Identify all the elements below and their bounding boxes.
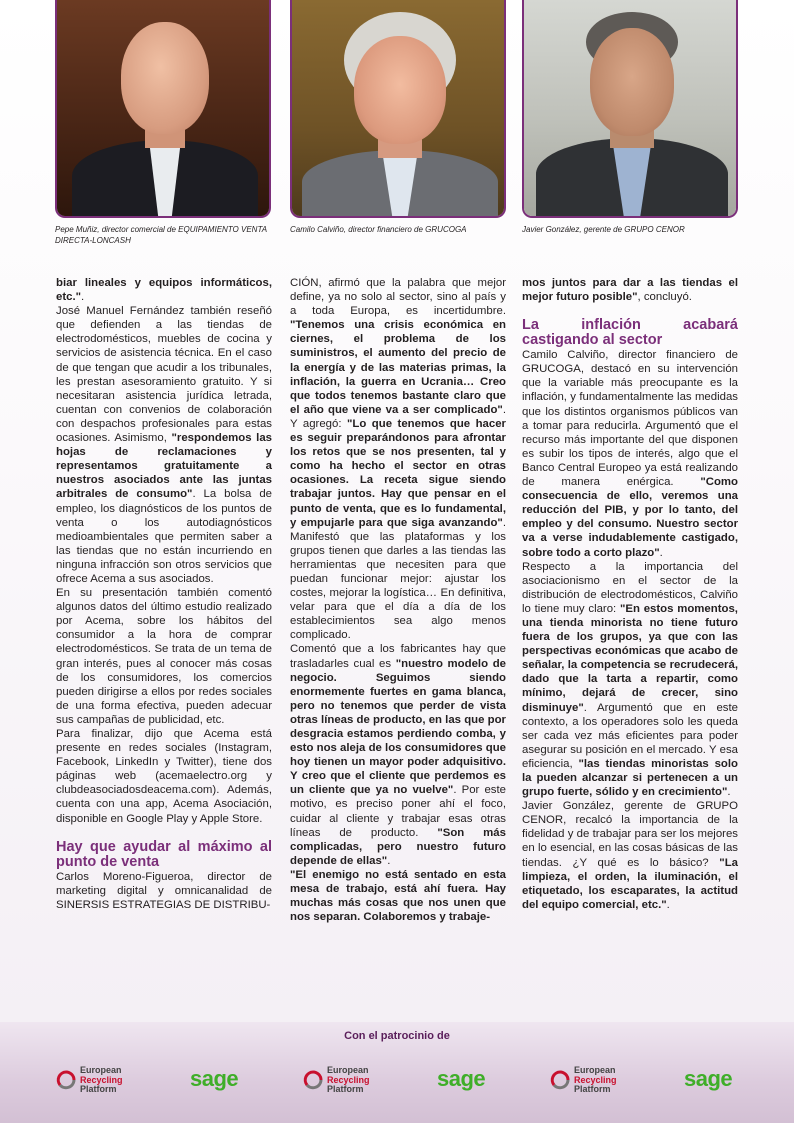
paragraph: Para finalizar, dijo que Acema está presente en redes sociales (Instagram, Facebook, LinkedIn y Twitter), tiene dos páginas web (acemaelectro.org y clubdeasociadosdeacema.com). Además, cuenta con una app, Acema Asociación, disponible en Google Play y Apple Store. (56, 728, 272, 825)
paragraph: Respecto a la importancia del asociacionismo en el sector de la distribución de electrodomésticos, Calviño lo tiene muy claro: "En estos momentos, una tienda minorista no tiene futuro fuera de los grupos, ya que con las perspectivas económicas que acabo de señalar, la competencia se recrudecerá, dado que la tarta a repartir, como mínimo, dejará de crecer, sino disminuye". Argumentó que en este contexto, a los operadores solo les queda ser cada vez más eficientes para poder asegurar su posición en el mercado. Y esa eficiencia, "las tiendas minoristas solo la pueden alcanzar si pertenecen a un grupo fuerte, sólido y en crecimiento". (522, 560, 738, 799)
article-column-3 (522, 276, 738, 912)
photo-javier-gonzalez (522, 0, 738, 218)
photo-caption: Camilo Calviño, director financiero de GRUCOGA (290, 225, 467, 234)
paragraph: Comentó que a los fabricantes hay que trasladarles cual es "nuestro modelo de negocio. Seguimos siendo enormemente fuertes en gama blanca, pero no tenemos que perder de vista otras líneas de producto, en las que por desgracia estamos perdiendo comba, y esto nos aleja de los consumidores que hoy tienen un mayor poder adquisitivo. Y creo que el cliente que perdemos es un cliente que ya no vuelve". Por este motivo, es preciso poner ahí el foco, cuidar al cliente y trabajar esas otras líneas de producto. "Son más complicadas, pero nuestro futuro depende de ellas". (290, 643, 506, 867)
logo-text: European (327, 1065, 369, 1075)
logo-text: Recycling (327, 1074, 370, 1085)
sponsor-title: Con el patrocinio de (344, 1030, 450, 1042)
logo-text: European (80, 1065, 122, 1075)
logo-text: Platform (327, 1084, 364, 1095)
logo-text: Recycling (80, 1074, 123, 1085)
sage-logo: sage (190, 1066, 239, 1091)
photo-camilo-calvino (290, 0, 506, 218)
paragraph: mos juntos para dar a las tiendas el mejor futuro posible", concluyó. (522, 277, 738, 304)
sage-logo: sage (437, 1066, 486, 1091)
paragraph: En su presentación también comentó algunos datos del último estudio realizado por Acema, sobre los hábitos del consumidor a la hora de comprar electrodomésticos. Se trata de un tema de gran interés, pues al conocer más cosas de los consumidores, los comercios pueden dirigirse a ellos por redes sociales de una forma efectiva, pueden adecuar sus campañas de publicidad, etc. (56, 587, 272, 726)
logo-text: Platform (574, 1084, 611, 1095)
paragraph: CIÓN, afirmó que la palabra que mejor define, ya no solo al sector, sino al país y a toda Europa, es incertidumbre. "Tenemos una crisis económica en ciernes, el problema de los suministros, el aumento del precio de la energía y de las materias primas, la inflación, la guerra en Ucrania… Creo que todos tenemos bastante claro que el año que viene va a ser complicado". Y agregó: "Lo que tenemos que hacer es seguir preparándonos para afrontar los retos que se nos presenten, tal y como ha hecho el sector en otras ocasiones. La receta sigue siendo trabajar juntos. Hay que pensar en el punto de venta, que es lo fundamental, y empujarle para que siga avanzando". Manifestó que las plataformas y los grupos tienen que darles a las tiendas las herramientas que necesiten para que puedan funcionar mejor: ajustar los costes, mejorar la logística… En definitiva, velar para que el día a día de los establecimientos sea algo menos complicado. (290, 277, 506, 642)
recycling-icon (303, 1070, 323, 1090)
paragraph: José Manuel Fernández también reseñó que defienden a las tiendas de electrodomésticos, muebles de cocina y servicios de asistencia técnica. En el caso de que tengan que acudir a los tribunales, les prestan asesoramiento gratuito. Y si necesitaran asistencia jurídica letrada, cuentan con convenios de colaboración con despachos profesionales para estas ocasiones. Asimismo, "respondemos las hojas de reclamaciones y representamos gratuitamente a nuestros asociados ante las juntas arbitrales de consumo". La bolsa de empleo, los diagnósticos de los puntos de venta o los autodiagnósticos medioambientales que permiten saber a las tiendas que no están incurriendo en ninguna infracción son otros servicios que ofrece Acema a sus asociados. (56, 305, 272, 585)
sage-logo: sage (684, 1066, 733, 1091)
logo-text: European (574, 1065, 616, 1075)
paragraph: "El enemigo no está sentado en esta mesa de trabajo, está ahí fuera. Hay muchas más cosas que nos unen que nos separan. Colaboremos y trabaje- (290, 868, 506, 924)
logo-text: Platform (80, 1084, 117, 1095)
photo-caption: Javier González, gerente de GRUPO CENOR (522, 225, 685, 234)
logo-text: Recycling (574, 1074, 617, 1085)
article-column-2 (290, 276, 506, 924)
european-recycling-platform-logo (303, 1064, 383, 1098)
paragraph: biar lineales y equipos informáticos, etc.". (56, 277, 272, 304)
paragraph: Javier González, gerente de GRUPO CENOR, recalcó la importancia de la fidelidad y de trabajar para ser los mejores en lo esencial, en las cosas básicas de las tiendas. ¿Y qué es lo básico? "La limpieza, el orden, la iluminación, el etiquetado, los escaparates, la actitud del equipo comercial, etc.". (522, 800, 738, 911)
paragraph: Camilo Calviño, director financiero de GRUCOGA, destacó en su intervención que la variable más preocupante es la inflación, y fundamentalmente las medidas que los distintos organismos públicos van a tomar para reducirla. Argumentó que el recurso más importante del que disponen es subir los tipos de interés, algo que el Banco Central Europeo ya está realizando de manera enérgica. "Como consecuencia de ello, veremos una reducción del PIB, y por lo tanto, del empleo y del consumo. Nuestro sector va a verse indudablemente castigado, sobre todo a corto plazo". (522, 349, 738, 559)
european-recycling-platform-logo (550, 1064, 630, 1098)
photo-pepe-muniz (55, 0, 271, 218)
paragraph: Carlos Moreno-Figueroa, director de marketing digital y omnicanalidad de SINERSIS ESTRATEGIAS DE DISTRIBU- (56, 870, 272, 911)
photo-caption: Pepe Muñiz, director comercial de EQUIPAMIENTO VENTA DIRECTA-LONCASH (55, 225, 267, 245)
section-heading: La inflación acabará castigando al sector (522, 317, 738, 349)
article-column-1 (56, 276, 272, 912)
recycling-icon (56, 1070, 76, 1090)
section-heading: Hay que ayudar al máximo al punto de venta (56, 838, 272, 870)
european-recycling-platform-logo (56, 1064, 136, 1098)
recycling-icon (550, 1070, 570, 1090)
